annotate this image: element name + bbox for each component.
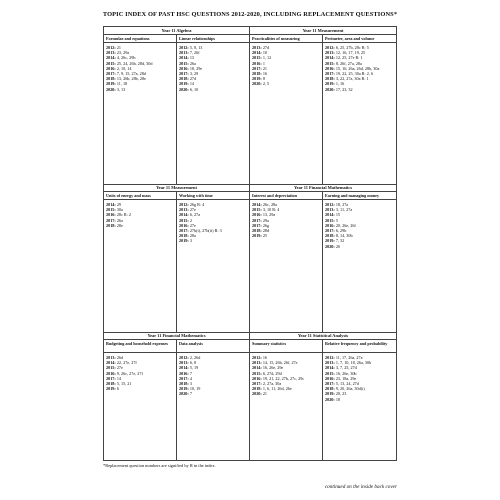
- topic-title: Year 11 Financial Mathematics: [104, 332, 249, 340]
- question-numbers: 6, 27d, 29d: [261, 370, 282, 376]
- question-numbers: 16, 26e, 30b: [334, 370, 357, 376]
- question-numbers: 1, 12: [261, 55, 272, 61]
- exam-year: 2019:: [252, 76, 262, 82]
- exam-year: 2014:: [252, 202, 262, 207]
- question-numbers: 15, 16, 26a, 26d, 28b, 30a: [334, 65, 380, 71]
- question-numbers: 6, 29b: [334, 228, 347, 234]
- question-numbers: 16: [261, 71, 268, 77]
- question-numbers: 26a: [115, 217, 123, 223]
- exam-year: 2013:: [179, 207, 189, 213]
- subtopic-column: [250, 192, 323, 332]
- question-numbers: 7: [188, 391, 192, 397]
- exam-year: 2012:: [252, 355, 262, 360]
- footnote: *Replacement question numbers are signified by R in the index.: [103, 463, 216, 468]
- exam-year: 2018:: [325, 76, 335, 82]
- topic-index-table: [103, 26, 397, 461]
- question-numbers: 3: [188, 381, 192, 387]
- question-numbers: 7, 9, 15, 27a, 28d: [115, 71, 146, 77]
- index-section: [104, 27, 396, 184]
- question-numbers: 27b(i), 27b(ii) R: 3: [188, 228, 222, 234]
- exam-year: 2018:: [252, 228, 262, 234]
- subtopic-heading: Formulae and equations: [104, 35, 176, 43]
- question-numbers: 2, 10, 14: [115, 65, 132, 71]
- question-entry: [179, 391, 248, 396]
- exam-year: 2014:: [325, 55, 335, 61]
- exam-year: 2016:: [325, 222, 335, 228]
- exam-year: 2013:: [179, 360, 189, 366]
- exam-year: 2012:: [106, 45, 116, 50]
- question-entry: [106, 386, 174, 391]
- question-numbers: 25, 24, 26b, 28d, 30d: [115, 60, 153, 66]
- exam-year: 2015:: [325, 370, 335, 376]
- subtopic-column: [104, 35, 177, 184]
- exam-year: 2015:: [252, 370, 262, 376]
- question-entry: [106, 87, 174, 92]
- exam-year: 2014:: [325, 212, 335, 218]
- question-numbers: 20, 26e, 26f: [334, 222, 356, 228]
- question-numbers: 28e: [115, 222, 123, 228]
- question-numbers: 6, 25, 27b, 28c R: 5: [334, 45, 369, 50]
- exam-year: 2017:: [252, 65, 262, 71]
- question-list: [106, 355, 174, 391]
- exam-year: 2015:: [252, 207, 262, 213]
- question-numbers: 18: [334, 396, 341, 402]
- question-numbers: 5: [334, 217, 338, 223]
- exam-year: 2020:: [325, 243, 335, 249]
- question-numbers: 19, 21, 22, 27b, 27c, 29c: [261, 375, 305, 381]
- topic-title: Year 11 Measurement: [104, 184, 249, 192]
- question-list: [252, 202, 320, 238]
- question-numbers: 20: [334, 243, 341, 249]
- exam-year: 2017:: [106, 217, 116, 223]
- question-entry: [179, 87, 248, 92]
- exam-year: 2014:: [325, 365, 335, 371]
- question-numbers: 20, 23: [334, 391, 347, 397]
- exam-year: 2018:: [252, 386, 262, 392]
- question-numbers: 26a: [188, 60, 196, 66]
- topic-title: Year 11 Financial Mathematics: [250, 184, 396, 192]
- subtopic-heading: Budgeting and household expenses: [104, 340, 176, 353]
- exam-year: 2015:: [106, 60, 116, 66]
- exam-year: 2019:: [325, 81, 335, 87]
- exam-year: 2012:: [325, 355, 335, 360]
- exam-year: 2013:: [252, 45, 262, 50]
- question-numbers: 5, 8, 13: [188, 45, 203, 50]
- exam-year: 2017:: [325, 71, 335, 77]
- exam-year: 2018:: [179, 381, 189, 387]
- question-numbers: 29: [115, 202, 122, 207]
- question-list: [252, 45, 320, 87]
- exam-year: 2019:: [106, 81, 116, 87]
- question-numbers: 11, 17, 26a, 27a: [334, 355, 363, 360]
- question-numbers: 25: [261, 233, 268, 239]
- question-numbers: 26d: [115, 355, 124, 360]
- subtopic-heading: Relative frequency and probability: [323, 340, 396, 353]
- subtopic-heading: Interest and depreciation: [250, 192, 322, 200]
- exam-year: 2018:: [325, 386, 335, 392]
- exam-year: 2017:: [252, 381, 262, 387]
- subtopic-heading: Data analysis: [177, 340, 250, 353]
- question-numbers: 1: [261, 60, 265, 66]
- exam-year: 2012:: [325, 202, 335, 207]
- question-numbers: 1, 6, 11, 26d, 26e: [261, 386, 292, 392]
- subtopic-column: [177, 35, 250, 184]
- question-list: [252, 355, 320, 397]
- topic-block: [104, 184, 250, 332]
- question-numbers: 5, 13, 24, 27d: [334, 381, 359, 387]
- question-numbers: 28d: [261, 228, 270, 234]
- question-numbers: 14: [188, 81, 195, 87]
- exam-year: 2015:: [325, 60, 335, 66]
- exam-year: 2016:: [106, 370, 116, 376]
- question-numbers: 4: [188, 375, 192, 381]
- exam-year: 2017:: [106, 375, 116, 381]
- question-entry: [325, 244, 394, 249]
- question-entry: [179, 238, 248, 243]
- question-numbers: 2: [188, 217, 192, 223]
- page-title: TOPIC INDEX OF PAST HSC QUESTIONS 2012-2020, INCLUDING REPLACEMENT QUESTIONS*: [102, 11, 398, 18]
- question-entry: [325, 87, 394, 92]
- exam-year: 2013:: [325, 360, 335, 366]
- exam-year: 2018:: [106, 76, 116, 82]
- exam-year: 2016:: [106, 212, 116, 218]
- subtopic-heading: Working with time: [177, 192, 250, 200]
- exam-year: 2016:: [252, 375, 262, 381]
- exam-year: 2018:: [179, 76, 189, 82]
- exam-year: 2014:: [179, 365, 189, 371]
- exam-year: 2016:: [325, 375, 335, 381]
- question-numbers: 23, 18a, 29e: [334, 375, 357, 381]
- exam-year: 2012:: [179, 355, 189, 360]
- question-numbers: 6, 10: [188, 86, 199, 92]
- exam-year: 2015:: [325, 217, 335, 223]
- exam-year: 2020:: [106, 86, 116, 92]
- question-numbers: 13, 26b, 28b, 28e: [115, 76, 146, 82]
- exam-year: 2020:: [252, 391, 262, 397]
- topic-block: [250, 184, 396, 332]
- exam-year: 2014:: [179, 212, 189, 218]
- question-numbers: 27e: [188, 207, 196, 213]
- exam-year: 2017:: [252, 222, 262, 228]
- question-numbers: 19, 22, 25, 30a R: 2, 6: [334, 71, 374, 77]
- exam-year: 2014:: [252, 50, 262, 56]
- question-list: [179, 45, 248, 92]
- exam-year: 2019:: [325, 238, 335, 244]
- continued-note: continued on the inside back cover: [324, 484, 397, 490]
- exam-year: 2016:: [252, 212, 262, 218]
- question-numbers: 14, 15, 26b, 26f, 27e: [261, 360, 298, 366]
- exam-year: 2019:: [179, 81, 189, 87]
- question-numbers: 3, 29: [188, 71, 199, 77]
- question-numbers: 3, 11, 27a: [334, 207, 353, 213]
- exam-year: 2013:: [325, 50, 335, 56]
- exam-year: 2017:: [252, 217, 262, 223]
- question-numbers: 26g: [261, 222, 270, 228]
- exam-year: 2013:: [179, 50, 189, 56]
- subtopic-heading: Practicalities of measuring: [250, 35, 322, 43]
- question-numbers: 10: [261, 50, 268, 56]
- topic-title: Year 11 Algebra: [104, 27, 249, 35]
- subtopic-column: [323, 35, 396, 184]
- exam-year: 2016:: [252, 60, 262, 66]
- exam-year: 2015:: [252, 55, 262, 61]
- question-numbers: 14: [115, 375, 122, 381]
- exam-year: 2017:: [179, 375, 189, 381]
- exam-year: 2016:: [179, 65, 189, 71]
- question-numbers: 23, 29a: [115, 50, 130, 56]
- question-numbers: 3, 10 R: 4: [261, 207, 280, 213]
- question-numbers: 2, 5: [261, 81, 270, 87]
- question-numbers: 21: [261, 65, 268, 71]
- subtopic-column: [177, 192, 250, 332]
- question-numbers: 18, 29e: [188, 65, 203, 71]
- topic-block: [104, 332, 250, 460]
- subtopic-heading: Perimeter, area and volume: [323, 35, 396, 43]
- question-numbers: 12, 25, 27e R: 1: [334, 55, 363, 61]
- exam-year: 2012:: [325, 45, 335, 50]
- question-numbers: 1, 16: [334, 81, 345, 87]
- question-numbers: 18, 27a: [334, 202, 349, 207]
- exam-year: 2018:: [179, 233, 189, 239]
- exam-year: 2020:: [179, 86, 189, 92]
- exam-year: 2015:: [179, 217, 189, 223]
- question-numbers: 10, 19: [188, 386, 201, 392]
- exam-year: 2020:: [325, 86, 335, 92]
- question-numbers: 29a: [261, 217, 269, 223]
- exam-year: 2017:: [179, 228, 189, 234]
- question-numbers: 1, 7, 10, 18, 26a, 30b: [334, 360, 372, 366]
- exam-year: 2014:: [179, 55, 189, 61]
- exam-year: 2016:: [179, 370, 189, 376]
- exam-year: 2017:: [325, 381, 335, 387]
- subtopic-column: [250, 35, 323, 184]
- question-list: [106, 202, 174, 228]
- exam-year: 2020:: [325, 396, 335, 402]
- question-numbers: 8, 26f, 27a, 28a: [334, 60, 362, 66]
- question-numbers: 13: [188, 55, 195, 61]
- question-numbers: 9, 26c, 27e, 27f: [115, 370, 143, 376]
- question-numbers: 30a: [115, 207, 123, 213]
- question-list: [325, 202, 394, 249]
- question-numbers: 28a: [188, 233, 196, 239]
- question-list: [106, 45, 174, 92]
- question-numbers: 15: [334, 212, 341, 218]
- question-numbers: 16, 26e, 29e: [261, 365, 284, 371]
- question-entry: [252, 233, 320, 238]
- question-numbers: 11, 18: [115, 81, 128, 87]
- question-numbers: 7, 32: [334, 238, 345, 244]
- exam-year: 2014:: [252, 365, 262, 371]
- exam-year: 2014:: [106, 55, 116, 61]
- exam-year: 2017:: [179, 71, 189, 77]
- question-numbers: 5, 15, 21: [115, 381, 132, 387]
- question-numbers: 6, 8: [188, 360, 197, 366]
- exam-year: 2015:: [106, 207, 116, 213]
- subtopic-column: [250, 340, 323, 460]
- subtopic-heading: Linear relationships: [177, 35, 250, 43]
- exam-year: 2013:: [106, 50, 116, 56]
- question-numbers: 8: [261, 76, 265, 82]
- exam-year: 2017:: [106, 71, 116, 77]
- question-numbers: 8, 14, 30b: [334, 233, 353, 239]
- subtopic-heading: Units of energy and mass: [104, 192, 176, 200]
- question-numbers: 6: [115, 386, 119, 392]
- question-entry: [252, 391, 320, 396]
- exam-year: 2018:: [106, 381, 116, 387]
- exam-year: 2019:: [325, 391, 335, 397]
- question-list: [179, 355, 248, 397]
- subtopic-column: [104, 192, 177, 332]
- exam-year: 2019:: [252, 233, 262, 239]
- question-entry: [106, 223, 174, 228]
- question-numbers: 17, 23, 32: [334, 86, 353, 92]
- topic-title: Year 11 Measurement: [250, 27, 396, 35]
- exam-year: 2016:: [106, 65, 116, 71]
- question-numbers: 3: [188, 238, 192, 244]
- index-section: [104, 184, 396, 332]
- exam-year: 2016:: [179, 222, 189, 228]
- question-numbers: 2, 27a, 30a: [261, 381, 282, 387]
- question-numbers: 21: [261, 391, 268, 397]
- question-list: [325, 45, 394, 92]
- question-numbers: 4, 26c, 29b: [115, 55, 136, 61]
- exam-year: 2019:: [179, 238, 189, 244]
- exam-year: 2014:: [106, 202, 116, 207]
- exam-year: 2020:: [179, 391, 189, 397]
- question-numbers: 7: [188, 370, 192, 376]
- question-numbers: 6, 27a: [188, 212, 201, 218]
- index-section: [104, 332, 396, 460]
- question-numbers: 26g R: 4: [188, 202, 205, 207]
- subtopic-column: [104, 340, 177, 460]
- question-numbers: 22, 27e, 27f: [115, 360, 137, 366]
- question-numbers: 5, 19: [188, 365, 199, 371]
- exam-year: 2013:: [325, 207, 335, 213]
- question-numbers: 27e: [115, 365, 123, 371]
- question-numbers: 27d: [188, 76, 197, 82]
- exam-year: 2016:: [325, 65, 335, 71]
- question-numbers: 3, 22, 27a, 30a R: 1: [334, 76, 369, 82]
- question-list: [325, 355, 394, 402]
- exam-year: 2017:: [325, 228, 335, 234]
- exam-year: 2012:: [179, 45, 189, 50]
- exam-year: 2014:: [106, 360, 116, 366]
- question-numbers: 21: [115, 45, 122, 50]
- exam-year: 2019:: [106, 386, 116, 392]
- exam-year: 2018:: [325, 233, 335, 239]
- exam-year: 2018:: [252, 71, 262, 77]
- topic-block: [104, 27, 250, 184]
- question-numbers: 3, 7, 25, 27d: [334, 365, 357, 371]
- question-numbers: 27e: [188, 222, 196, 228]
- subtopic-column: [177, 340, 250, 460]
- topic-block: [250, 332, 396, 460]
- question-numbers: 16: [261, 355, 268, 360]
- exam-year: 2013:: [106, 355, 116, 360]
- exam-year: 2018:: [106, 222, 116, 228]
- question-numbers: 27d: [261, 45, 270, 50]
- question-numbers: 13, 29a: [261, 212, 276, 218]
- question-numbers: 12, 16, 17, 19, 25: [334, 50, 366, 56]
- question-numbers: 3, 13: [115, 86, 126, 92]
- subtopic-heading: Earning and managing money: [323, 192, 396, 200]
- topic-title: Year 11 Statistical Analysis: [250, 332, 396, 340]
- question-entry: [325, 397, 394, 402]
- exam-year: 2020:: [252, 81, 262, 87]
- question-numbers: 26c, 28a: [261, 202, 278, 207]
- subtopic-column: [323, 340, 396, 460]
- exam-year: 2019:: [179, 386, 189, 392]
- subtopic-column: [323, 192, 396, 332]
- question-numbers: 28c R: 2: [115, 212, 132, 218]
- exam-year: 2015:: [106, 365, 116, 371]
- question-numbers: 7, 26f: [188, 50, 200, 56]
- exam-year: 2012:: [179, 202, 189, 207]
- subtopic-heading: Summary statistics: [250, 340, 322, 353]
- exam-year: 2013:: [252, 360, 262, 366]
- exam-year: 2015:: [179, 60, 189, 66]
- question-list: [179, 202, 248, 244]
- topic-block: [250, 27, 396, 184]
- question-numbers: 2, 26d: [188, 355, 201, 360]
- question-entry: [252, 81, 320, 86]
- question-numbers: 9, 20, 26a, 30d(i): [334, 386, 365, 392]
